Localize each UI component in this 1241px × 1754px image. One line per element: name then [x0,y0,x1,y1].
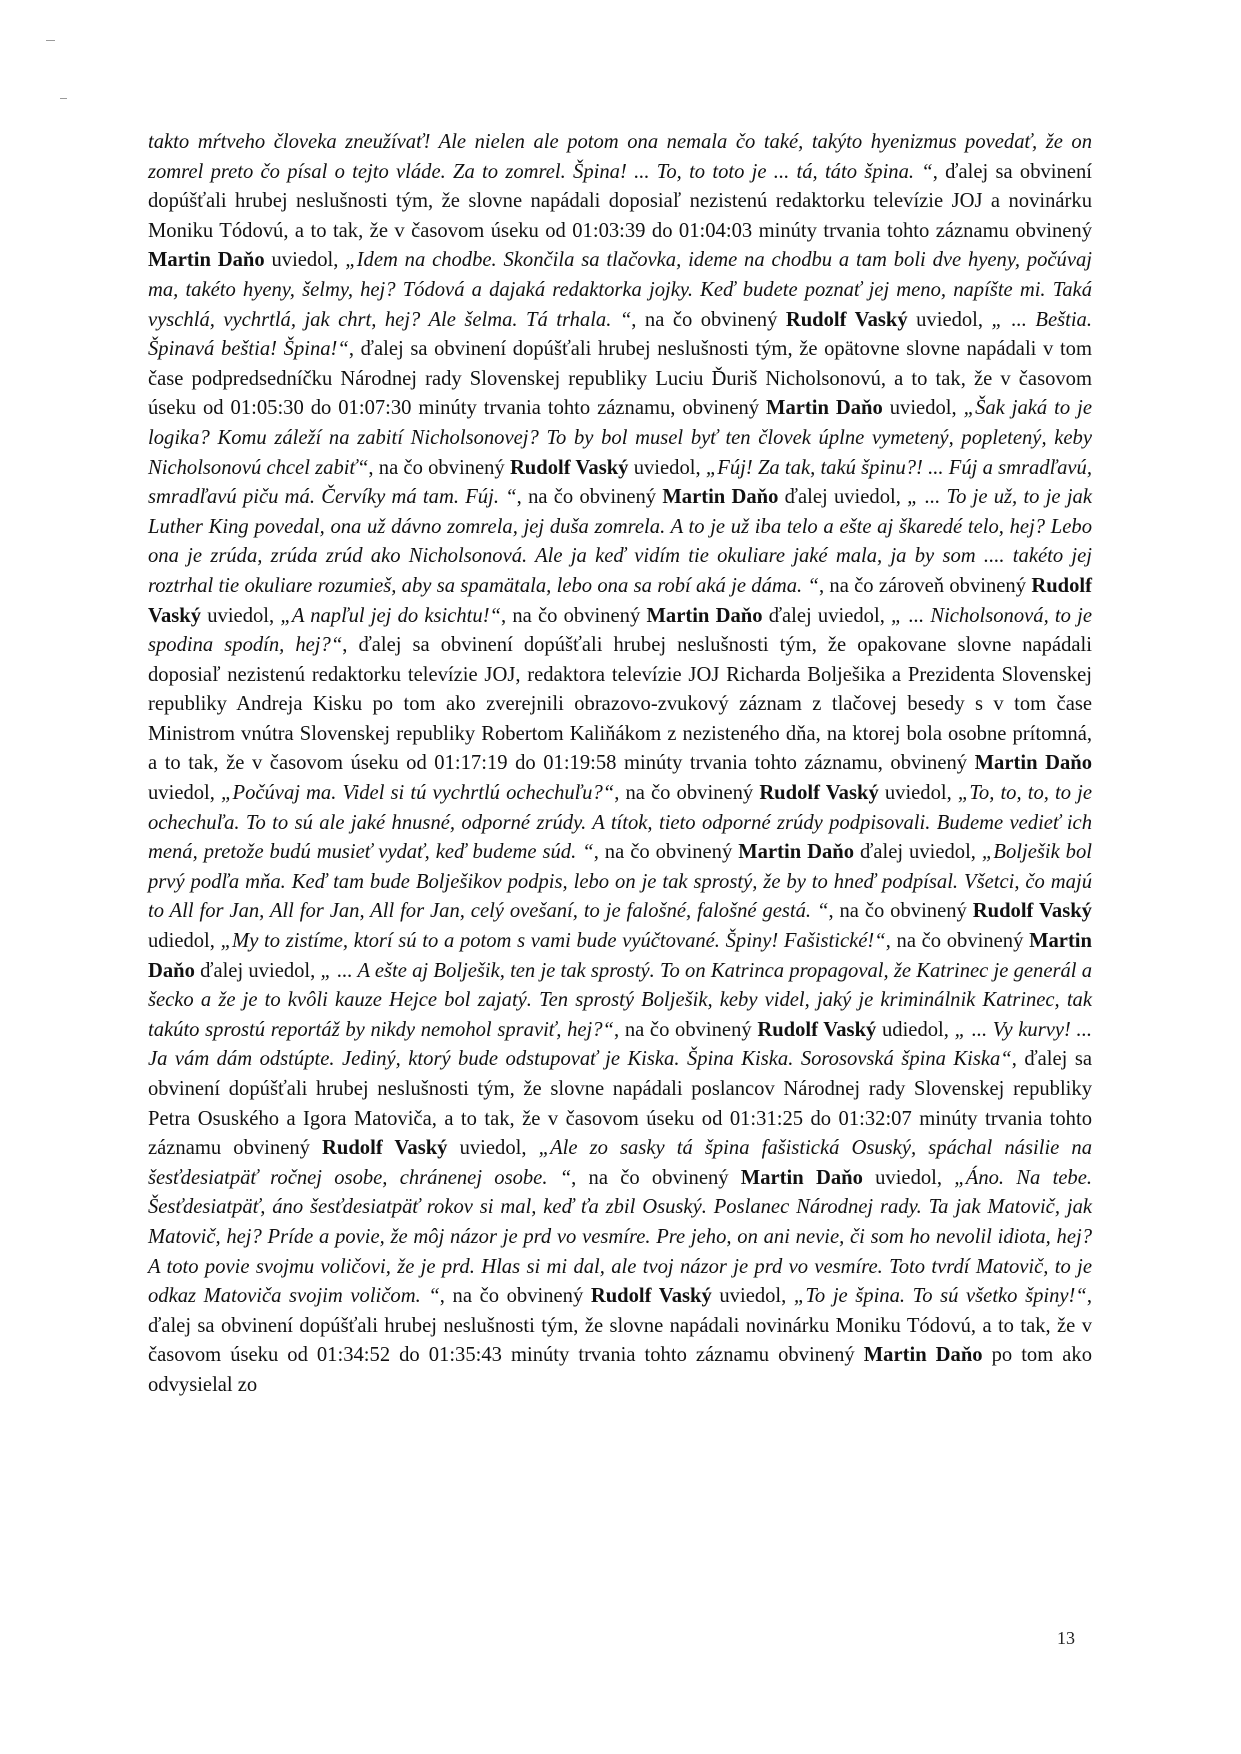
narrative-text: uviedol, [148,782,222,805]
person-name: Martin Daňo [148,249,265,272]
quote-text: „Bolješik bol prvý podľa mňa. Keď tam bude Bolješikov podpis, lebo on je tak sprostý, že by to hneď podpísal. Všetci, čo majú to All for Jan, All for Jan, All for Jan, celý ovešaní, to je falošné, falošné gestá. “ [148,841,1092,923]
quote-text: „ ... Vy kurvy! ... Ja vám dám odstúpte. Jediný, ktorý bude odstupovať je Kiska. Špina Kiska. Sorosovská špina Kiska“ [148,1018,1092,1071]
narrative-text: , ďalej sa obvinení dopúšťali hrubej neslušnosti tým, že opakovane slovne napádali doposiaľ nezistenú redaktorku televízie JOJ, redaktora televízie JOJ Richarda Bolješika a Prezidenta Slovenskej republiky Andreja Kisku po tom ako zverejnili obrazovo-zvukový záznam z tlačovej besedy s v tom čase Ministrom vnútra Slovenskej republiky Robertom Kaliňákom z nezisteného dňa, na ktorej bola osobne prítomná, a to tak, že v časovom úseku od 01:17:19 do 01:19:58 minúty trvania tohto záznamu, obvinený [148,634,1093,775]
narrative-text: po tom ako odvysielal zo [148,1344,1092,1396]
person-name: Martin Daňo [740,1166,863,1189]
person-name: Martin Daňo [766,397,883,420]
quote-text: „To je špina. To sú všetko špiny!“ [793,1285,1087,1308]
narrative-text: , na čo obvinený [501,604,647,627]
narrative-text: uviedol, [628,456,706,479]
narrative-text: , na čo zároveň obvinený [818,574,1032,597]
narrative-text: , na čo obvinený [828,900,973,923]
quote-text: „My to zistíme, ktorí sú to a potom s vami bude vyúčtované. Špiny! Fašistické!“ [220,930,886,953]
quote-text: „ ... To je už, to je jak Luther King povedal, ona už dávno zomrela, jej duša zomrela. A to je už iba telo a ešte aj škaredé telo, hej? Lebo ona je zrúda, zrúda zrúd ako Nicholsonová. Ale ja keď vidím tie okuliare jaké mala, ja by som .... takéto jej roztrhal tie okuliare rozumieš, aby sa spamätala, lebo ona sa robí aká je dáma. “ [148,486,1092,597]
narrative-text: , na čo obvinený [631,308,786,331]
person-name: Rudolf Vaský [148,574,1092,627]
narrative-text: ďalej uviedol, [778,486,908,509]
narrative-text: uviedol, [882,397,964,420]
quote-text: „Idem na chodbe. Skončila sa tlačovka, ideme na chodbu a tam boli dve hyeny, počúvaj ma, takéto hyeny, šelmy, hej? Tódová a dajaká redaktorka jojky. Keď budete poznať jej meno, napíšte mi. Taká vyschlá, vychrtlá, jak chrt, hej? Ale šelma. Tá trhala. “ [148,249,1093,331]
person-name: Martin Daňo [738,841,855,864]
page-number: 13 [1057,1628,1075,1648]
narrative-text: ďalej uviedol, [854,841,982,864]
narrative-text: , ďalej sa obvinení dopúšťali hrubej neslušnosti tým, že slovne napádali novinárku Moniku Tódovú, a to tak, že v časovom úseku od 01:34:52 do 01:35:43 minúty trvania tohto záznamu obvinený [148,1285,1093,1367]
quote-text: „ ... Beštia. Špinavá beštia! Špina!“ [148,308,1092,361]
narrative-text: , na čo obvinený [614,1018,758,1041]
quote-text: „Áno. Na tebe. Šesťdesiatpäť, áno šesťdesiatpäť rokov si mal, keď ťa zbil Osuský. Poslanec Národnej rady. Ta jak Matovič, jak Matovič, hej? Príde a povie, že môj názor je prd vo vesmíre. Pre jeho, on ani nevie, či som ho nevolil idiota, hej? A toto povie svojmu voličovi, že je prd. Hlas si mi dal, ale tvoj názor je prd vo vesmíre. Toto tvrdí Matovič, to je odkaz Matoviča svojim voličom. “ [148,1166,1093,1308]
quote-text: „ ... A ešte aj Bolješik, ten je tak sprostý. To on Katrinca propagoval, že Katrinec je generál a šecko a že je to kvôli kauze Hejce bol zajatý. Ten sprostý Bolješik, keby videl, jaký je kriminálnik Katrinec, tak takúto sprostú reportáž by nikdy nemohol spraviť, hej?“ [148,959,1093,1041]
quote-text: „Ale zo sasky tá špina fašistická Osuský, spáchal násilie na šesťdesiatpäť ročnej osobe, chránenej osobe. “ [148,1137,1092,1189]
narrative-text: uviedol, [907,308,992,331]
narrative-text: uviedol, [201,604,281,627]
narrative-text: , na čo obvinený [614,782,760,805]
person-name: Rudolf Vaský [322,1137,448,1160]
person-name: Martin Daňo [863,1344,983,1367]
person-name: Rudolf Vaský [972,900,1092,923]
narrative-text: ďalej uviedol, [762,604,892,627]
narrative-text: , na čo obvinený [439,1285,591,1308]
narrative-text: , na čo obvinený [593,841,739,864]
scan-artifact-mark [46,40,55,41]
narrative-text: ďalej uviedol, [194,959,321,982]
person-name: Martin Daňo [646,604,763,627]
person-name: Rudolf Vaský [590,1285,712,1308]
narrative-text: uviedol, [447,1137,539,1160]
body-paragraph [148,128,1092,1401]
narrative-text: uviedol, [264,249,346,272]
scan-artifact-mark [60,98,67,99]
narrative-text: uviedol, [711,1285,794,1308]
narrative-text: uviedol, [878,782,958,805]
body-text [148,128,1092,1401]
quote-text: „Šak jaká to je logika? Komu záleží na zabití Nicholsonovej? To by bol musel byť ten človek úplne vymetený, popletený, keby Nicholsonovú chcel zabiť“ [148,397,1092,479]
quote-text: „To, to, to, to je ochechuľa. To to sú ale jaké hnusné, odporné zrúdy. A títok, tieto odporné zrúdy podpisovali. Budeme vedieť ich mená, pretože budú musieť vydať, keď budeme súd. “ [148,782,1092,864]
narrative-text: , na čo obvinený [885,930,1030,953]
quote-text: „Počúvaj ma. Videl si tú vychrtlú ochechuľu?“ [221,782,615,805]
person-name: Martin Daňo [148,930,1092,982]
person-name: Martin Daňo [974,752,1092,775]
person-name: Martin Daňo [662,486,779,509]
narrative-text: uviedol, [862,1166,955,1189]
quote-text: „A napľul jej do ksichtu!“ [280,604,502,627]
quote-text: „Fúj! Za tak, takú špinu?! ... Fúj a smradľavú, smradľavú piču má. Červíky má tam. Fúj. “ [148,456,1092,509]
narrative-text: , na čo obvinený [571,1166,741,1189]
narrative-text: , ďalej sa obvinení dopúšťali hrubej neslušnosti tým, že opätovne slovne napádali v tom čase podpredsedníčku Národnej rady Slovenskej republiky Luciu Ďuriš Nicholsonovú, a to tak, že v časovom úseku od 01:05:30 do 01:07:30 minúty trvania tohto záznamu, obvinený [148,338,1092,420]
narrative-text: , ďalej sa obvinení dopúšťali hrubej neslušnosti tým, že slovne napádali poslancov Národnej rady Slovenskej republiky Petra Osuského a Igora Matoviča, a to tak, že v časovom úseku od 01:31:25 do 01:32:07 minúty trvania tohto záznamu obvinený [148,1048,1092,1160]
person-name: Rudolf Vaský [785,308,908,331]
person-name: Rudolf Vaský [759,782,879,805]
narrative-text: udiedol, [148,930,221,953]
narrative-text: , ďalej sa obvinení dopúšťali hrubej neslušnosti tým, že slovne napádali doposiaľ nezistenú redaktorku televízie JOJ a novinárku Moniku Tódovú, a to tak, že v časovom úseku od 01:03:39 do 01:04:03 minúty trvania tohto záznamu obvinený [148,160,1092,242]
narrative-text: , na čo obvinený [368,456,510,479]
narrative-text: , na čo obvinený [516,486,663,509]
quote-text: takto mŕtveho človeka zneužívať! Ale nielen ale potom ona nemala čo také, takýto hyenizmus povedať, že on zomrel preto čo písal o tejto vláde. Za to zomrel. Špina! ... To, to toto je ... tá, táto špina. “ [148,131,1092,183]
person-name: Rudolf Vaský [757,1018,877,1041]
person-name: Rudolf Vaský [509,456,629,479]
narrative-text: udiedol, [876,1018,955,1041]
quote-text: „ ... Nicholsonová, to je spodina spodín, hej?“ [148,604,1093,657]
